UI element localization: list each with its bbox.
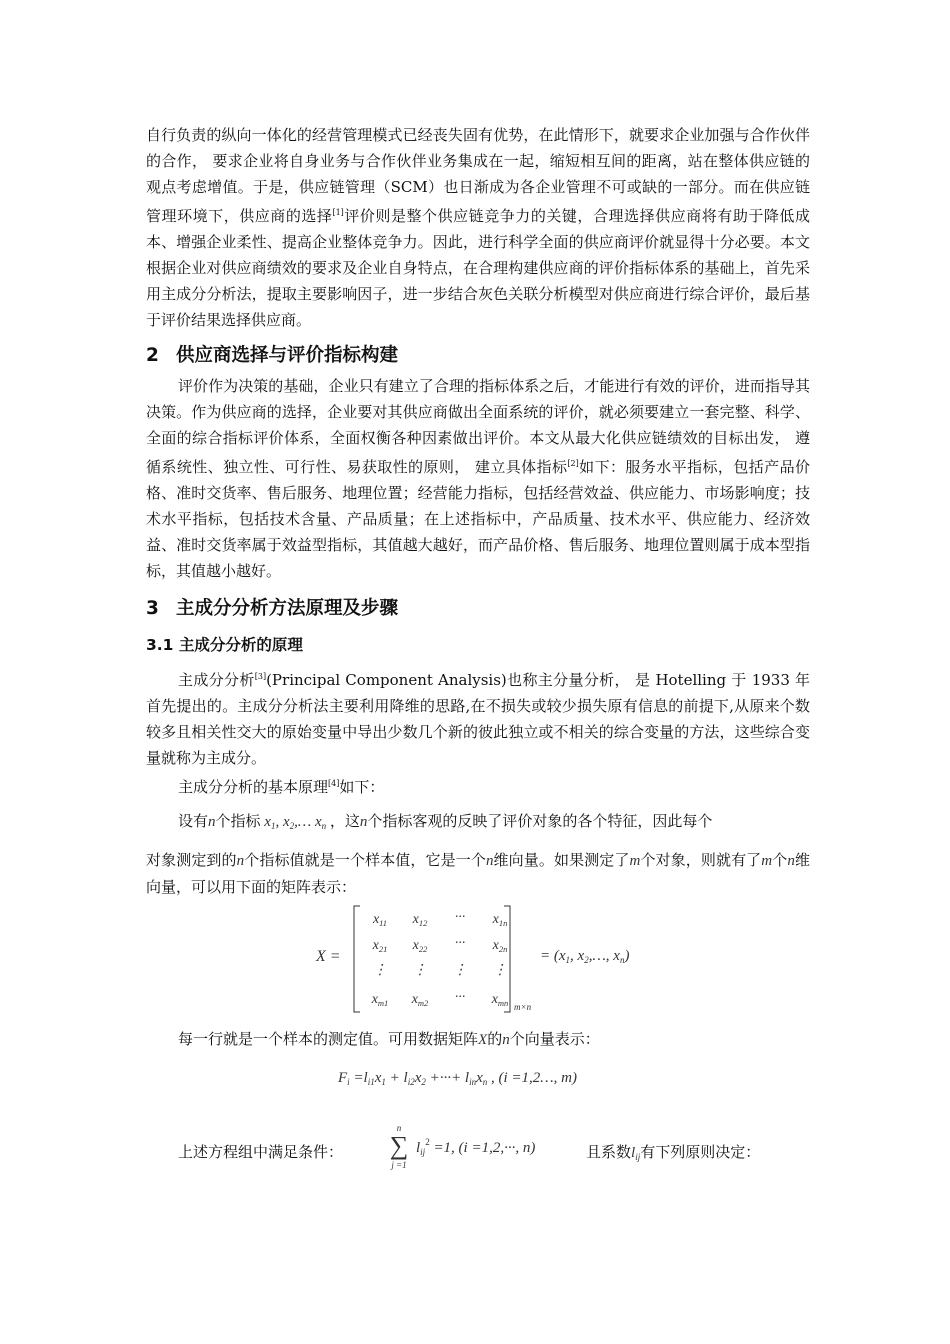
var-X: X (478, 1032, 488, 1048)
constraint-text-b: 且系数$l_{ij}$有下列原则决定： (586, 1143, 761, 1162)
section-2-text-a: 评价作为决策的基础，企业只有建立了合理的指标体系之后，才能进行有效的评价，进而指导其决策。作为供应商的选择，企业要对其供应商做出全面系统的评价，就必须要建立一套完整、科学、全面的综合指标评价体系，全面权衡各种因素做出评价。本文从最大化供应链绩效的目标出发， 遵循系统性、独立性、可行性、易获取性的原则， 建立具体指标 (146, 377, 810, 476)
principle-text-b: 如下： (339, 778, 385, 796)
constraint-formula: $l_{ij}^2 =1$, (i =1,2,···, n) (416, 1137, 536, 1157)
text-seg: 维向量，可以用下面的矩阵表示： (146, 851, 810, 896)
section-2-title: 供应商选择与评价指标构建 (176, 345, 399, 366)
pca-principle-paragraph (146, 771, 810, 800)
cell-cdots: ··· (454, 936, 466, 951)
cell-vdots: ⋮ (373, 963, 387, 978)
var-n: n (359, 814, 368, 830)
matrix-rhs: = ($x_1$, $x_2,\dots$, $x_n$) (540, 948, 630, 965)
section-2-paragraph (146, 373, 810, 584)
cell-xmn: $x_{mn}$ (491, 992, 509, 1008)
cell-vdots: ⋮ (453, 963, 467, 978)
paper-page (146, 122, 810, 1183)
matrix-lhs: X = (316, 948, 341, 965)
cell-x22: $x_{22}$ (412, 938, 428, 954)
cell-cdots: ··· (454, 910, 466, 925)
section-2-number: 2 (146, 345, 159, 366)
intro-text-a: 自行负责的纵向一体化的经营管理模式已经丧失固有优势，在此情形下，就要求企业加强与合作伙伴的合作， 要求企业将自身业务与合作伙伴业务集成在一起，缩短相互间的距离，站在整体供应链的观点考虑增值。于是，供应链管理（SCM）也日渐成为各企业管理不可或缺的一部分。而在供应链管理环境下，供应商的选择 (146, 126, 810, 225)
text-seg: 有下列原则决定： (640, 1143, 761, 1161)
cell-x2n: $x_{2n}$ (492, 938, 508, 954)
cell-xm1: $x_{m1}$ (371, 992, 389, 1008)
principle-text: 主成分分析的基本原理 (178, 778, 329, 796)
cell-cdots: ··· (454, 990, 466, 1005)
rhs-text: = (x (540, 948, 566, 964)
constraint-text-a: 上述方程组中满足条件： (178, 1143, 344, 1161)
text-seg: 个对象，则就有了 (640, 851, 762, 869)
cell-x1n: $x_{1n}$ (492, 912, 508, 928)
constraint-line (146, 1123, 810, 1183)
text-seg: 每一行就是一个样本的测定值。可用数据矩阵 (178, 1030, 479, 1048)
cell-vdots: ⋮ (493, 963, 507, 978)
indicator-paragraph-line1 (146, 808, 810, 839)
F-symbol: F (338, 1070, 348, 1086)
text-seg: 且系数 (586, 1143, 632, 1161)
text-seg: 个 (772, 851, 788, 869)
section-3-number: 3 (146, 598, 159, 619)
constraint-eq: =1, (i =1,2,···, n) (433, 1140, 536, 1156)
cell-x12: $x_{12}$ (412, 912, 428, 928)
var-n: n (208, 814, 216, 830)
section-3-title: 主成分分析方法原理及步骤 (176, 598, 399, 619)
cell-vdots: ⋮ (413, 963, 427, 978)
var-n: n (502, 1032, 510, 1048)
var-m: m (629, 853, 641, 869)
citation-2: [2] (567, 459, 579, 468)
section-2-heading (146, 341, 810, 371)
indicator-list-formula: $x_1$, $x_2,\dots$ $x_n$ (260, 814, 327, 831)
text-seg: 对象测定到的 (146, 851, 237, 869)
intro-paragraph (146, 122, 810, 333)
section-3-heading (146, 594, 810, 624)
var-n: n (787, 853, 795, 869)
vector-paragraph (146, 1026, 810, 1053)
text-seg: 个向量表示： (509, 1030, 600, 1048)
text-seg: 个指标客观的反映了评价对象的各个特征，因此每个 (367, 812, 713, 830)
text-seg: 设有 (178, 812, 209, 830)
section-2-text-b: 如下：服务水平指标，包括产品价格、准时交货率、售后服务、地理位置；经营能力指标，包括经营效益、供应能力、市场影响度；技术水平指标，包括技术含量、产品质量；在上述指标中，产品质量、技术水平、供应能力、经济效益、准时交货率属于效益型指标，其值越大越好，而产品价格、售后服务、地理位置则属于成本型指标，其值越小越好。 (146, 458, 810, 580)
citation-3: [3] (254, 672, 267, 681)
text-seg: 个指标值就是一个样本值，它是一个 (244, 851, 486, 869)
cell-x11: $x_{11}$ (372, 912, 388, 928)
matrix-dimensions: m×n (514, 1002, 532, 1012)
pca-intro-paragraph (146, 664, 810, 771)
var-n: n (485, 853, 494, 869)
indicator-paragraph-line2 (146, 847, 810, 900)
pca-text-b: (Principal Component Analysis)也称主分量分析， 是 Hotelling 于 1933 年首先提出的。主成分分析法主要利用降维的思路,在不损失或较少损失原有信息的前提下,从原来个数较多且相关性交大的原始变量中导出少数几个新的彼此独立或不相关的综合变量的方法，这些综合变量就称为主成分。 (146, 671, 810, 767)
citation-1: [1] (332, 208, 344, 217)
data-matrix-equation (146, 904, 810, 1022)
linear-combination-equation: $F_i =l_{i1}x_1 + l_{i2}x_2$ +···+ $l_{in}x_n$ , (i =1,2…, m) (338, 1070, 577, 1087)
var-n: n (236, 853, 245, 869)
summation-symbol: n ∑ j =1 (389, 1123, 409, 1170)
cell-x21: $x_{21}$ (372, 938, 388, 954)
text-seg: 维向量。如果测定了 (493, 851, 630, 869)
cell-xm2: $x_{m2}$ (411, 992, 429, 1008)
text-seg: 的 (487, 1030, 503, 1048)
intro-text-b: 评价则是整个供应链竞争力的关键，合理选择供应商将有助于降低成本、增强企业柔性、提高企业整体竞争力。因此，进行科学全面的供应商评价就显得十分必要。本文根据企业对供应商绩效的要求及企业自身特点，在合理构建供应商的评价指标体系的基础上，首先采用主成分分析法，提取主要影响因子，进一步结合灰色关联分析模型对供应商进行综合评价，最后基于评价结果选择供应商。 (146, 207, 810, 329)
var-m: m (761, 853, 773, 869)
section-3-1-heading: 3.1 主成分分析的原理 (146, 636, 303, 654)
text-seg: ，这 (329, 812, 360, 830)
text-seg: 个指标 (215, 812, 261, 830)
pca-text-a: 主成分分析 (178, 671, 255, 689)
citation-4: [4] (328, 779, 340, 788)
